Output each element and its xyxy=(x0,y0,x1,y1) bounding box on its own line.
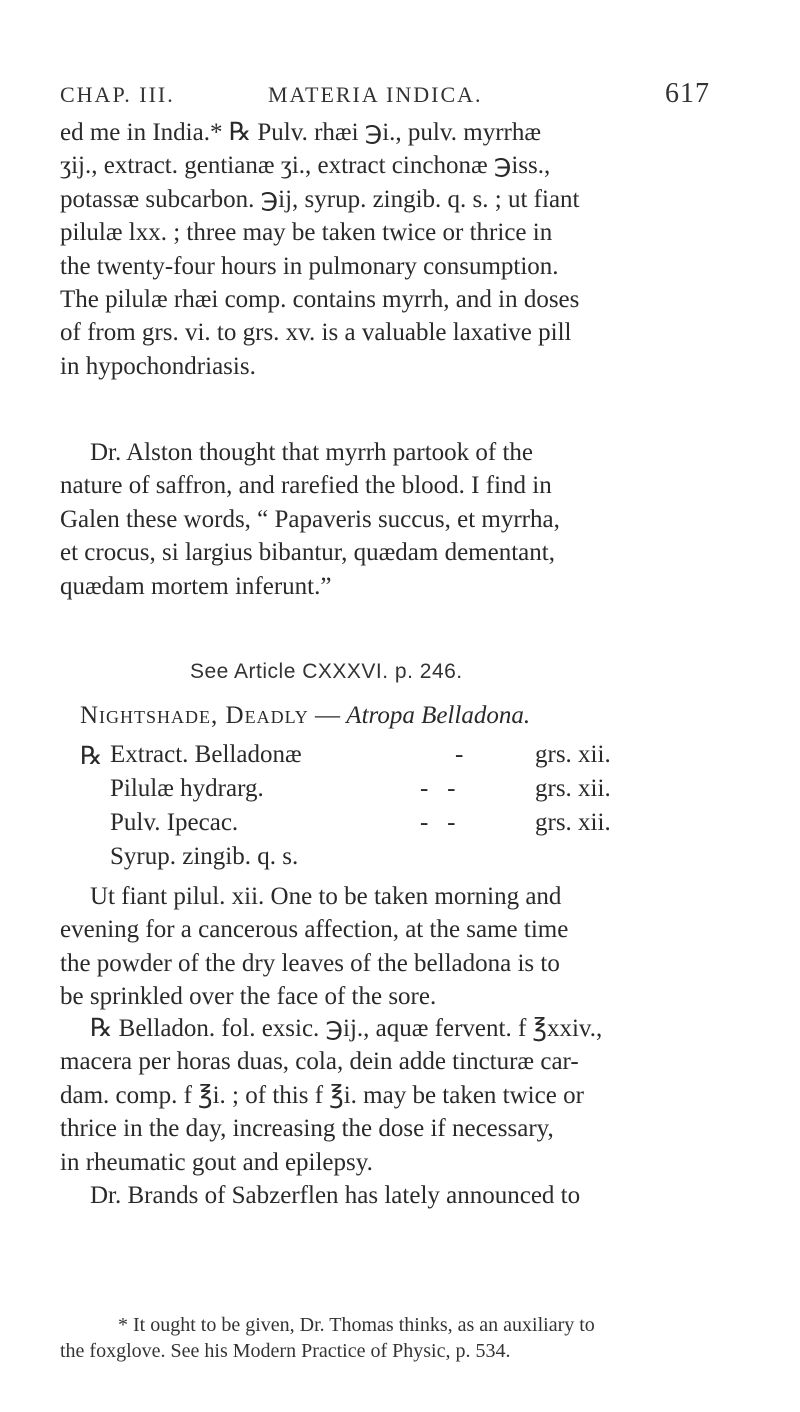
footnote xyxy=(60,1312,710,1364)
page-number: 617 xyxy=(665,78,710,109)
text-line: pilulæ lxx. ; three may be taken twice or thrice in xyxy=(60,219,553,247)
text-line: nature of saffron, and rarefied the blood. I find in xyxy=(60,472,552,500)
chapter-label: CHAP. III. xyxy=(60,82,175,107)
heading-dash: — xyxy=(308,702,347,729)
text-line: in hypochondriasis. xyxy=(60,352,256,380)
leader-dash: - xyxy=(455,741,464,768)
text-line: the powder of the dry leaves of the belladona is to xyxy=(60,949,560,977)
text-line: the twenty-four hours in pulmonary consumption. xyxy=(60,252,559,280)
text-line: Galen these words, “ Papaveris succus, et myrrha, xyxy=(60,505,560,533)
paragraph-india-pills xyxy=(60,116,710,383)
ingredient: Extract. Belladonæ xyxy=(110,741,302,768)
text-line: ed me in India.* ℞ Pulv. rhæi ℈i., pulv. myrrhæ xyxy=(60,119,542,146)
footnote-line: * It ought to be given, Dr. Thomas thinks, as an auxiliary to xyxy=(118,1314,595,1336)
common-name: Nightshade, Deadly xyxy=(80,702,309,729)
running-title: MATERIA INDICA. xyxy=(268,82,483,107)
text-line: in rheumatic gout and epilepsy. xyxy=(60,1148,373,1176)
footnote-line: the foxglove. See his Modern Practice of Physic, p. 534. xyxy=(60,1340,511,1362)
quantity: grs. xii. xyxy=(535,775,611,802)
text-line: of from grs. vi. to grs. xv. is a valuable laxative pill xyxy=(60,319,572,347)
leader-dash: - - xyxy=(420,809,456,836)
running-header xyxy=(60,78,710,112)
text-line: dam. comp. f ℥i. ; of this f ℥i. may be taken twice or xyxy=(60,1081,584,1109)
paragraph-alston xyxy=(60,436,710,603)
text-line: Ut fiant pilul. xii. One to be taken morning and xyxy=(90,883,562,910)
section-heading xyxy=(80,702,530,730)
text-line: macera per horas duas, cola, dein adde tincturæ car- xyxy=(60,1048,579,1076)
recipe-row xyxy=(0,809,800,843)
text-line: be sprinkled over the face of the sore. xyxy=(60,983,437,1011)
text-line: Dr. Brands of Sabzerflen has lately announced to xyxy=(90,1182,581,1210)
paragraph-infusion xyxy=(60,1012,710,1212)
text-line: ʒij., extract. gentianæ ʒi., extract cinchonæ ℈iss., xyxy=(60,152,551,180)
text-line: thrice in the day, increasing the dose if necessary, xyxy=(60,1115,554,1143)
recipe-row xyxy=(0,775,800,809)
quantity: grs. xii. xyxy=(535,741,611,768)
latin-name: Atropa Belladona. xyxy=(346,702,531,729)
text-line: potassæ subcarbon. ℈ij, syrup. zingib. q. s. ; ut fiant xyxy=(60,185,580,213)
see-article-reference: See Article CXXXVI. p. 246. xyxy=(190,660,463,683)
quantity: grs. xii. xyxy=(535,809,611,836)
paragraph-usage xyxy=(60,880,710,1014)
recipe-row xyxy=(0,741,800,775)
text-line: quædam mortem inferunt.” xyxy=(60,572,332,600)
text-line: ℞ Belladon. fol. exsic. ℈ij., aquæ fervent. f ℥xxiv., xyxy=(90,1015,603,1042)
leader-dash: - - xyxy=(420,775,456,802)
text-line: The pilulæ rhæi comp. contains myrrh, and in doses xyxy=(60,286,580,314)
recipe-row xyxy=(0,843,800,877)
text-line: evening for a cancerous affection, at the same time xyxy=(60,916,569,944)
ingredient: Syrup. zingib. q. s. xyxy=(110,843,299,870)
ingredient: Pilulæ hydrarg. xyxy=(110,775,264,802)
ingredient: Pulv. Ipecac. xyxy=(110,809,239,836)
rx-symbol: ℞ xyxy=(80,743,103,770)
text-line: et crocus, si largius bibantur, quædam dementant, xyxy=(60,539,555,567)
text-line: Dr. Alston thought that myrrh partook of the xyxy=(90,439,534,466)
